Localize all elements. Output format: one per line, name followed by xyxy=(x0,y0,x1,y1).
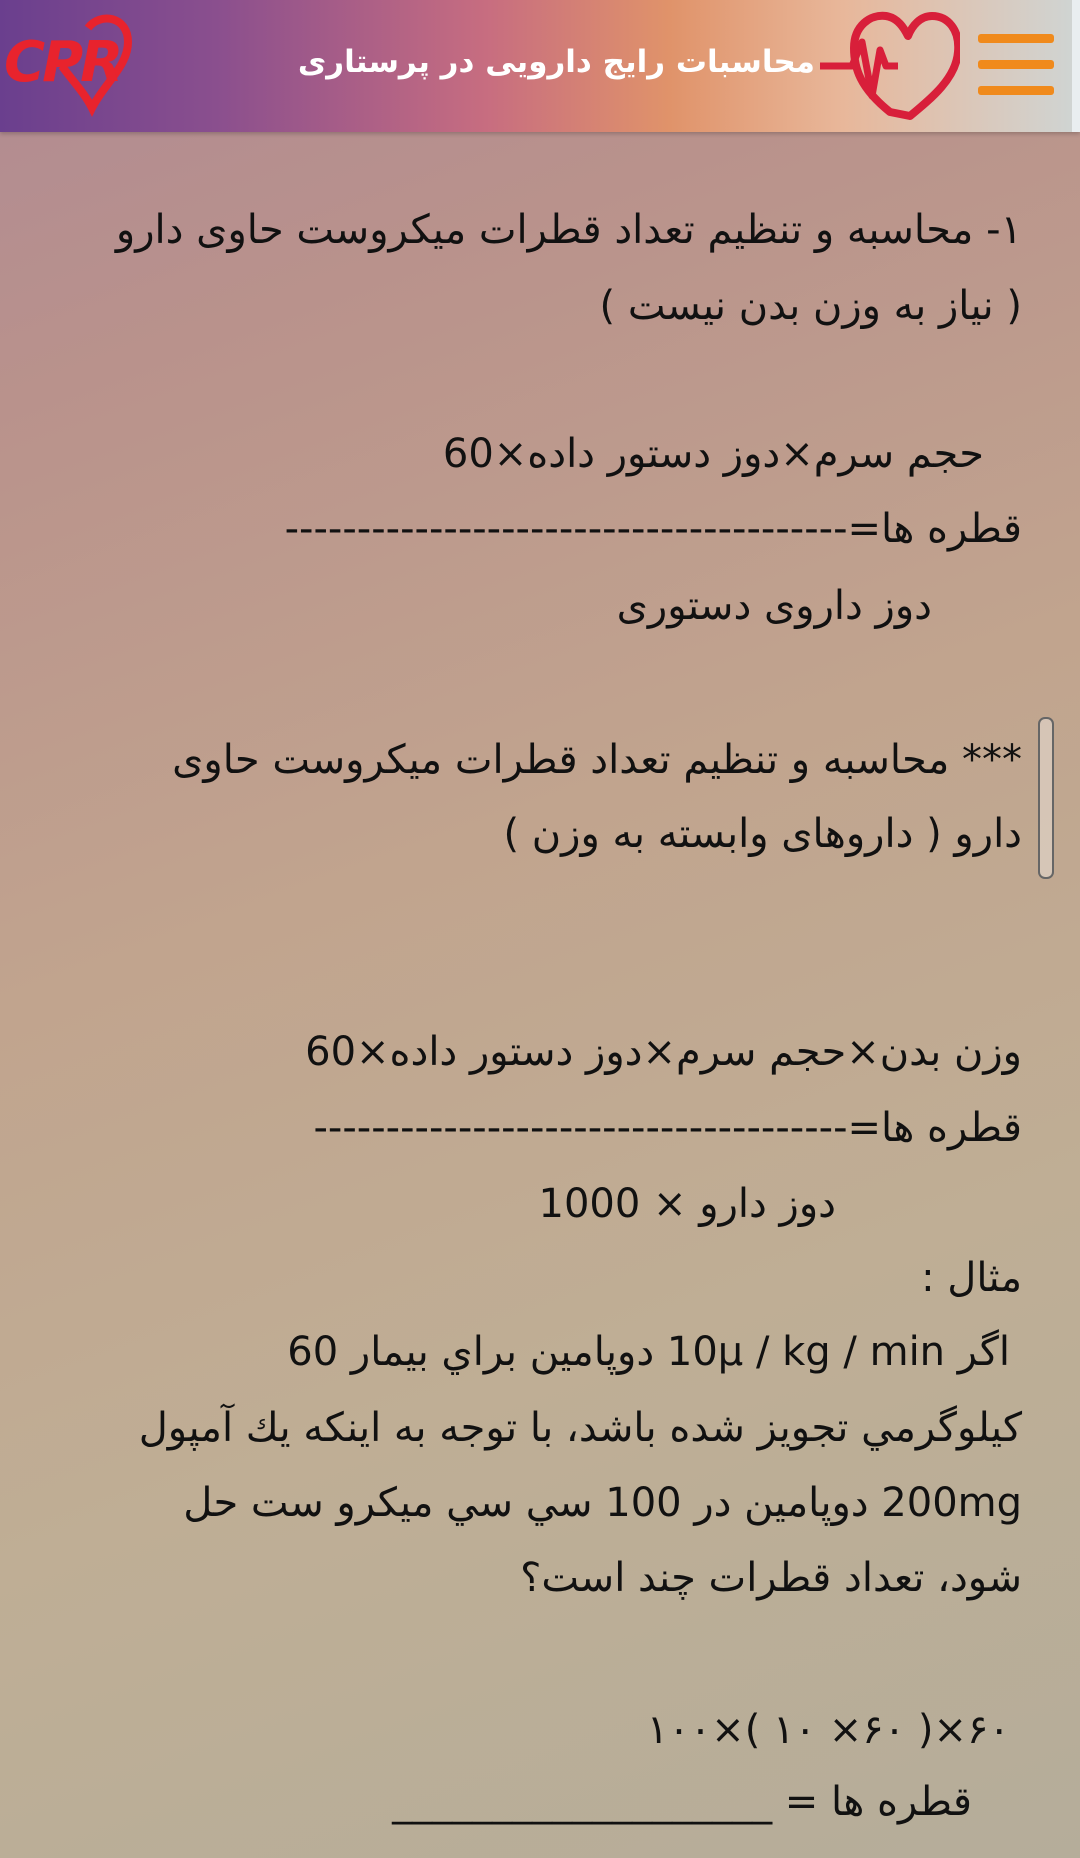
formula-denominator: دوز داروی دستوری xyxy=(616,583,932,629)
heartbeat-heart-icon xyxy=(820,8,960,126)
formula-divider: قطره ها=--------------------------------------- xyxy=(284,506,1022,552)
logo-text: CPR xyxy=(4,30,121,95)
formula-numerator: وزن بدن×حجم سرم×دوز دستور داده×60 xyxy=(305,1029,1022,1075)
text-line: مثال : xyxy=(921,1255,1022,1301)
formula-denominator: دوز دارو × 1000 xyxy=(538,1181,836,1227)
cpr-logo xyxy=(0,8,140,124)
text-line: 200mg دوپامين در 100 سي سي ميکرو ست حل xyxy=(183,1480,1022,1526)
scrollbar[interactable] xyxy=(1038,717,1054,879)
formula-numerator: حجم سرم×دوز دستور داده×60 xyxy=(442,431,984,477)
hamburger-menu-icon[interactable] xyxy=(978,34,1054,98)
content-area[interactable] xyxy=(0,132,1080,1858)
page-title: محاسبات رایج دارویی در پرستاری xyxy=(297,44,815,80)
text-line: کيلوگرمي تجويز شده باشد، با توجه به اينکه يك آمپول xyxy=(138,1405,1022,1451)
text-line: دارو ( داروهای وابسته به وزن ) xyxy=(503,811,1022,857)
formula-divider: قطره ها=------------------------------------- xyxy=(313,1105,1022,1151)
text-line: ۱- محاسبه و تنظیم تعداد قطرات میکروست حاوی دارو xyxy=(115,207,1022,253)
example-divider: قطره ها = ___________________ xyxy=(392,1779,972,1825)
example-numerator: ۶۰×( ۶۰× ۱۰ )×۱۰۰ xyxy=(646,1707,1010,1753)
text-line: اگر 10µ / kg / min دوپامین براي بيمار 60 xyxy=(287,1329,1010,1375)
text-line: *** محاسبه و تنظیم تعداد قطرات میکروست حاوی xyxy=(172,737,1022,783)
app-bar xyxy=(0,0,1080,132)
appbar-edge xyxy=(1072,0,1080,132)
text-line: ( نیاز به وزن بدن نیست ) xyxy=(599,283,1022,329)
text-line: شود، تعداد قطرات چند است؟ xyxy=(520,1555,1022,1601)
